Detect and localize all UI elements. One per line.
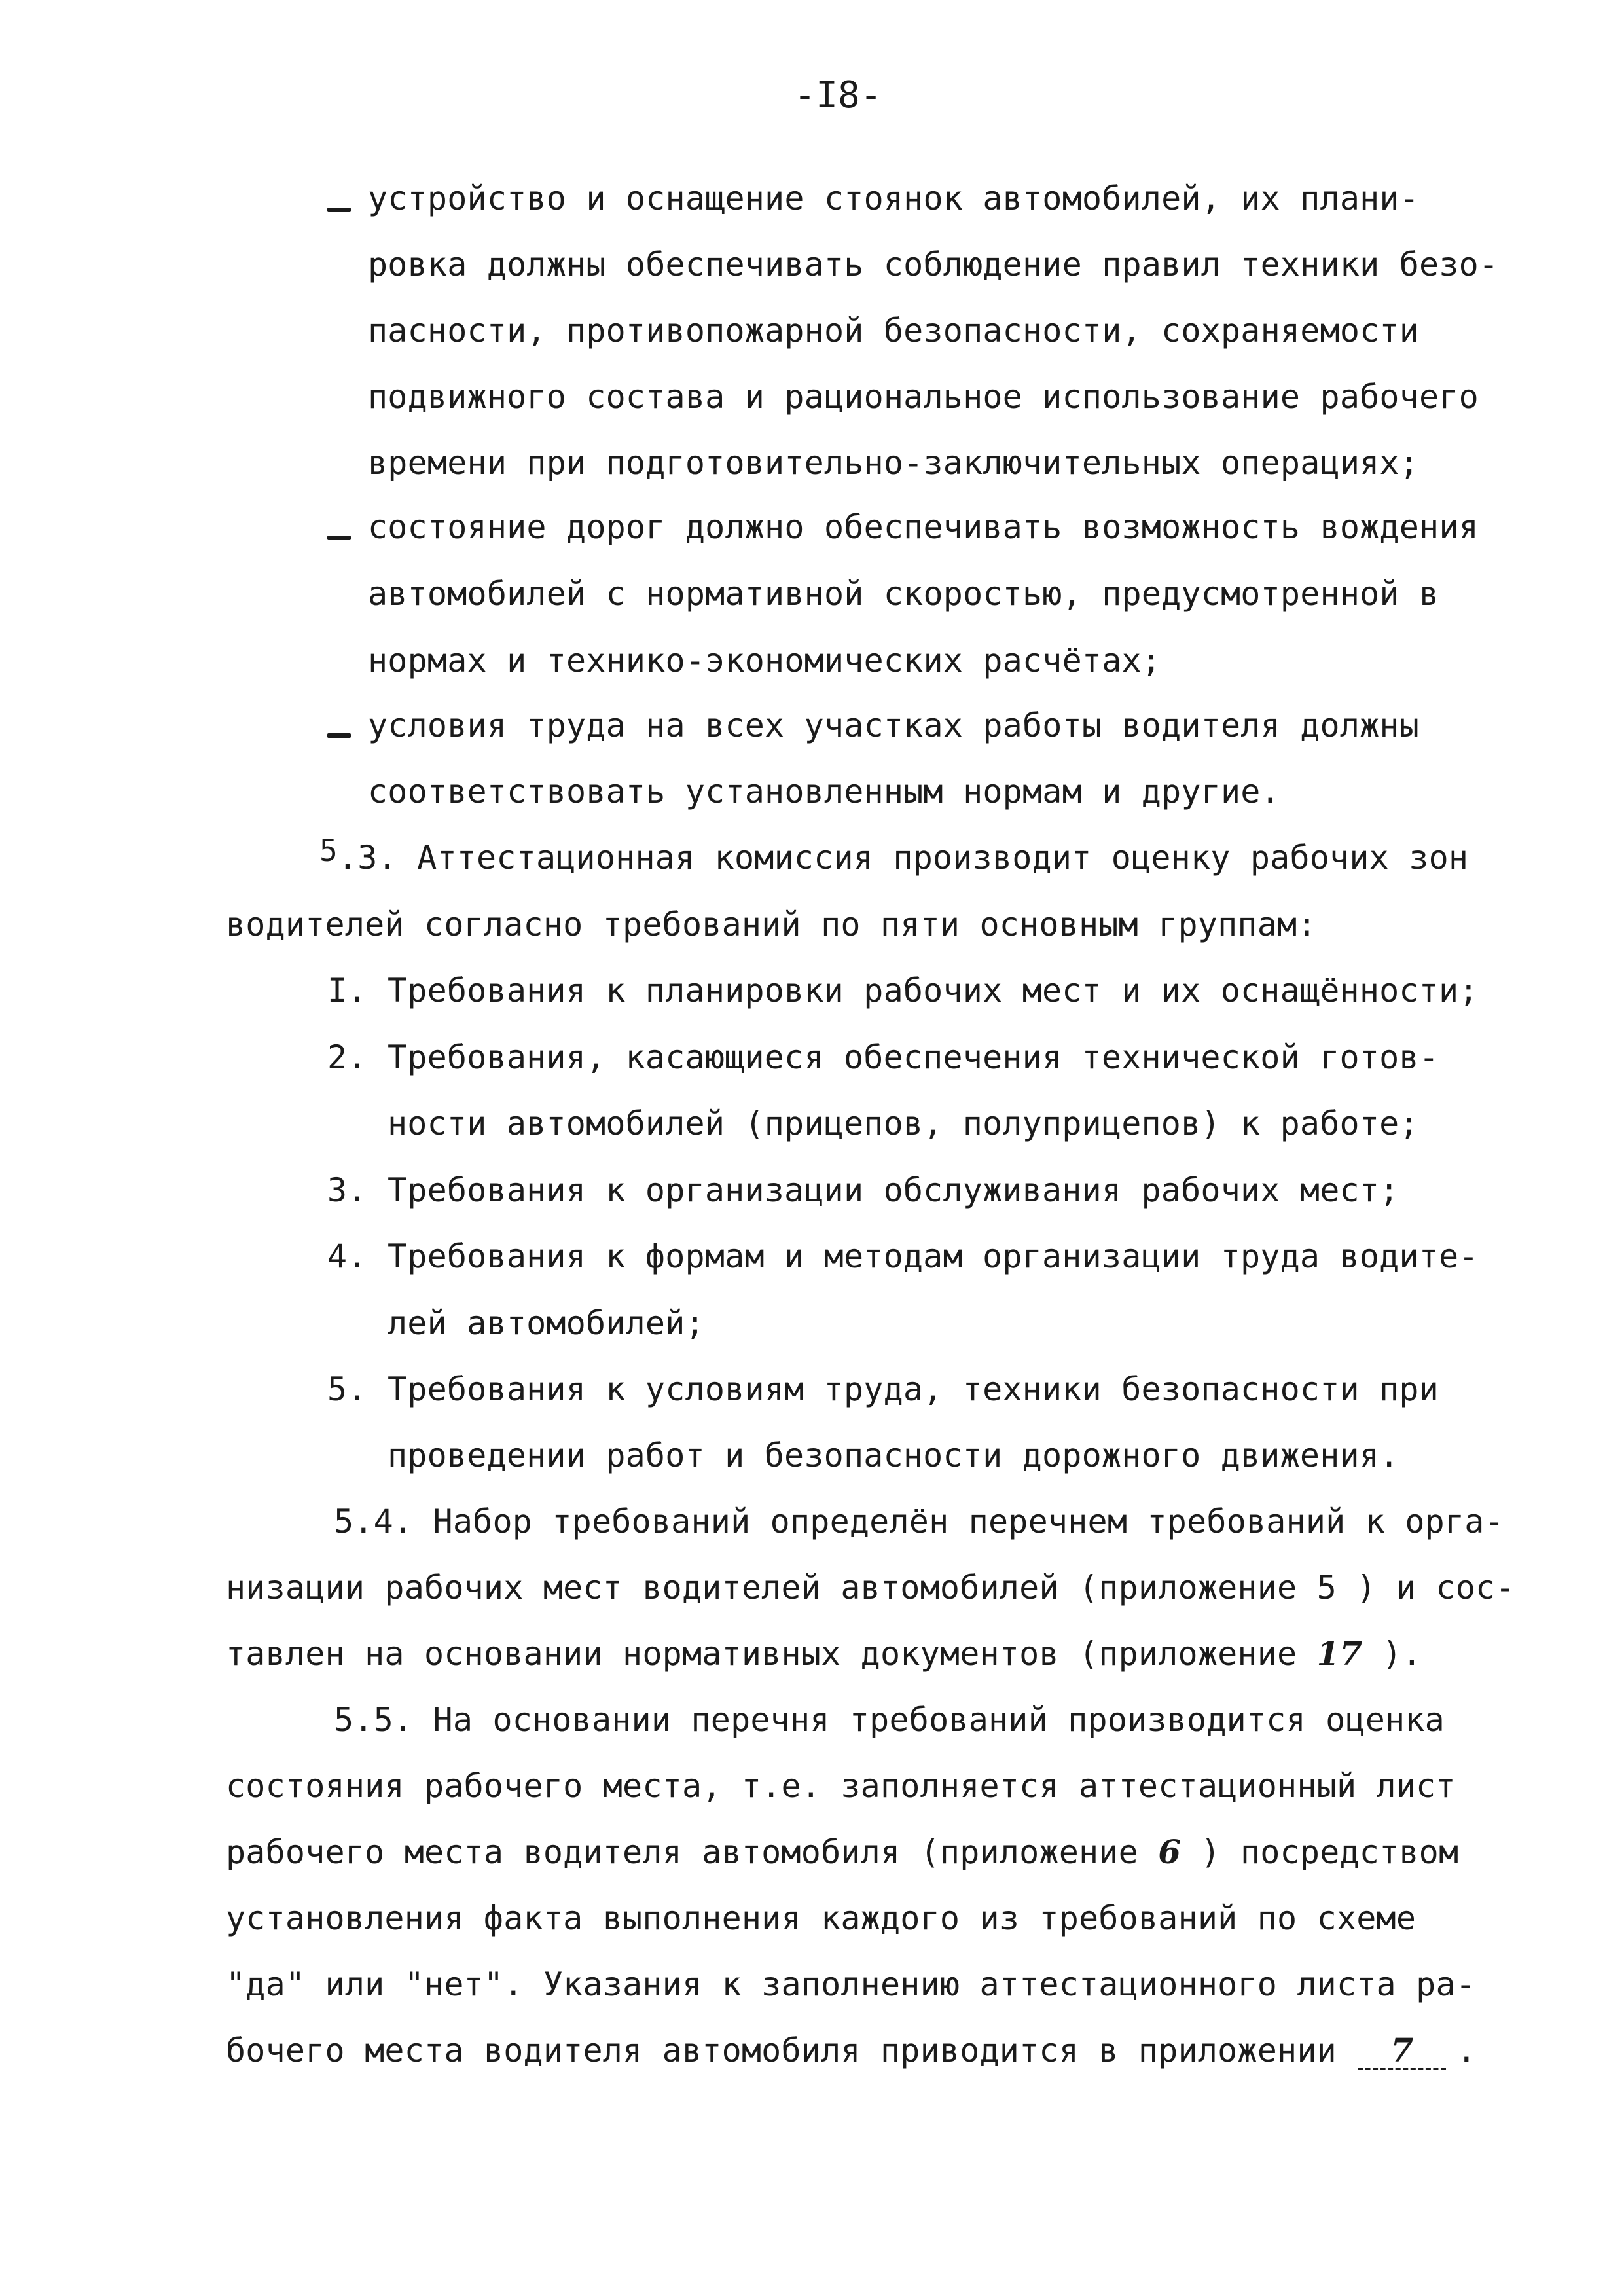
section-5-4-line-3-text: тавлен на основании нормативных документов (приложение bbox=[226, 1635, 1297, 1673]
requirement-1-line-1: Требования к планировки рабочих мест и их оснащённости; bbox=[388, 972, 1479, 1010]
bullet-1-line-2: ровка должны обеспечивать соблюдение правил техники безо- bbox=[368, 246, 1499, 283]
section-5-3-number-prefix: 5 bbox=[319, 833, 338, 868]
section-5-5-line-6-text: бочего места водителя автомобиля приводится в приложении bbox=[226, 2032, 1337, 2069]
section-5-4-line-3-ending: ). bbox=[1382, 1635, 1422, 1673]
section-5-5-line-6-ending: . bbox=[1456, 2032, 1477, 2069]
requirement-5-line-1: Требования к условиям труда, техники безопасности при bbox=[388, 1370, 1439, 1408]
section-5-5-line-2: состояния рабочего места, т.е. заполняется аттестационный лист bbox=[226, 1767, 1456, 1805]
section-5-5-line-3-text: рабочего места водителя автомобиля (приложение bbox=[226, 1833, 1138, 1871]
bullet-2-line-2: автомобилей с нормативной скоростью, предусмотренной в bbox=[368, 575, 1439, 613]
handwritten-appendix-6: 6 bbox=[1158, 1832, 1182, 1871]
section-5-4-line-1 bbox=[334, 1505, 1504, 1538]
bullet-3-line-2: соответствовать установленным нормам и другие. bbox=[368, 773, 1280, 811]
section-5-3-line-1 bbox=[319, 833, 1469, 877]
bullet-3-line-1: условия труда на всех участках работы водителя должны bbox=[368, 706, 1420, 744]
requirement-5-line-2: проведении работ и безопасности дорожного движения. bbox=[388, 1436, 1399, 1474]
section-5-4-line-2 bbox=[226, 1569, 1515, 1607]
requirement-2-line-1: Требования, касающиеся обеспечения технической готов- bbox=[388, 1038, 1439, 1076]
bullet-1-line-1: устройство и оснащение стоянок автомобилей, их плани- bbox=[368, 179, 1420, 217]
bullet-1-line-5: времени при подготовительно-заключительных операциях; bbox=[368, 444, 1420, 482]
section-5-3-text: Аттестационная комиссия производит оценку рабочих зон bbox=[417, 839, 1469, 877]
bullet-2-line-3: нормах и технико-экономических расчётах; bbox=[368, 642, 1162, 680]
requirement-3-line-1: Требования к организации обслуживания рабочих мест; bbox=[388, 1171, 1399, 1209]
handwritten-appendix-17: 17 bbox=[1316, 1634, 1363, 1673]
bullet-1-line-4: подвижного состава и рациональное использование рабочего bbox=[368, 378, 1479, 416]
section-5-5-line-4: установления факта выполнения каждого из требований по схеме bbox=[226, 1899, 1416, 1937]
section-5-4-line-2-ending: ) и сос- bbox=[1356, 1569, 1515, 1607]
bullet-2-line-1: состояние дорог должно обеспечивать возможность вождения bbox=[368, 508, 1479, 546]
requirement-4-line-2: лей автомобилей; bbox=[388, 1304, 705, 1342]
section-5-5-line-1 bbox=[334, 1701, 1445, 1739]
page-number: -I8- bbox=[793, 74, 882, 117]
requirement-1-number: I. bbox=[327, 972, 367, 1010]
section-5-5-number: 5.5. bbox=[334, 1701, 414, 1739]
section-5-5-line-3-ending: ) посредством bbox=[1200, 1833, 1459, 1871]
requirement-2-number: 2. bbox=[327, 1038, 367, 1076]
bullet-dash-3 bbox=[327, 733, 351, 738]
requirement-3-number: 3. bbox=[327, 1171, 367, 1209]
requirement-2-line-2: ности автомобилей (прицепов, полуприцепов) к работе; bbox=[388, 1104, 1419, 1142]
section-5-4-line-3 bbox=[226, 1634, 1422, 1673]
section-5-5-line-5: "да" или "нет". Указания к заполнению аттестационного листа ра- bbox=[226, 1965, 1476, 2003]
requirement-4-number: 4. bbox=[327, 1237, 367, 1275]
section-5-5-line-6 bbox=[226, 2031, 1477, 2070]
bullet-dash-1 bbox=[327, 208, 351, 212]
requirement-4-line-1: Требования к формам и методам организации труда водите- bbox=[388, 1237, 1479, 1275]
section-5-3-number-suffix: .3. bbox=[337, 839, 397, 877]
bullet-1-line-3: пасности, противопожарной безопасности, сохраняемости bbox=[368, 312, 1420, 350]
section-5-4-number: 5.4. bbox=[334, 1503, 414, 1540]
requirement-5-number: 5. bbox=[327, 1370, 367, 1408]
section-5-5-text: На основании перечня требований производится оценка bbox=[433, 1701, 1445, 1739]
section-5-3-line-2: водителей согласно требований по пяти основным группам: bbox=[226, 905, 1317, 943]
section-5-5-line-3 bbox=[226, 1832, 1459, 1871]
bullet-dash-2 bbox=[327, 536, 351, 540]
section-5-4-line-2-text: низации рабочих мест водителей автомобилей (приложение bbox=[226, 1569, 1297, 1607]
handwritten-appendix-7: 7 bbox=[1358, 2035, 1446, 2070]
section-5-4-text: Набор требований определён перечнем требований к орга- bbox=[433, 1503, 1504, 1540]
appendix-5-reference: 5 bbox=[1316, 1569, 1337, 1607]
